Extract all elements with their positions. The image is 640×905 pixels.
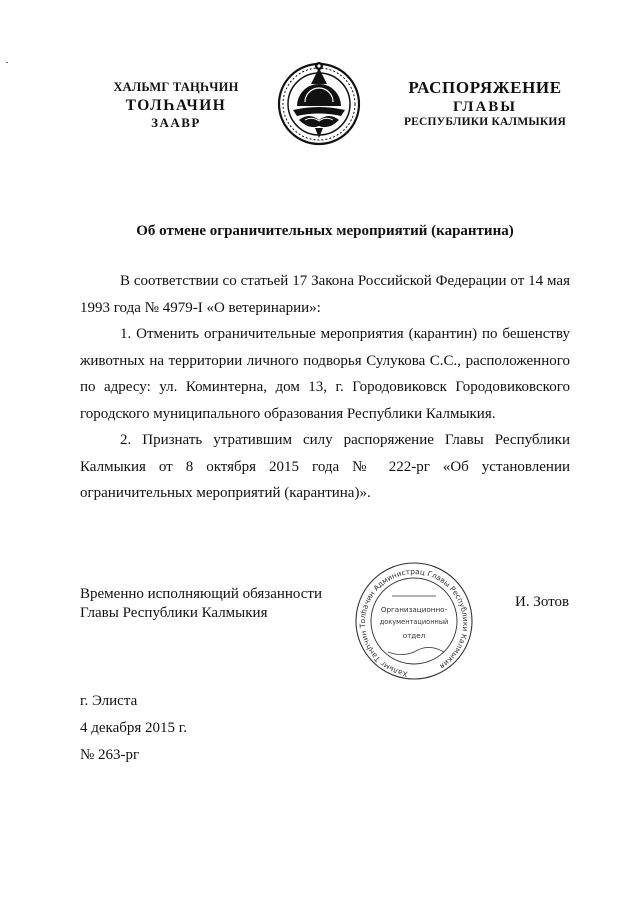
footer-number: № 263-рг <box>80 747 140 763</box>
stamp-line3: отдел <box>402 631 426 640</box>
header-right-line2: ГЛАВЫ <box>452 99 518 116</box>
header-right-line1: РАСПОРЯЖЕНИЕ <box>408 78 562 97</box>
paragraph-item-1: 1. Отменить ограничительные мероприятия (карантин) по бешенству животных на территории личного подворья Сулукова С.С., расположенного по адресу: ул. Коминтерна, дом 13, г. Городовиковск Городовиковского городского муниципального образования Республики Калмыкия. <box>80 326 570 422</box>
header-right-russian <box>390 78 580 130</box>
stamp-line2: документационный <box>379 618 449 626</box>
kalmykia-emblem-icon <box>275 54 363 150</box>
signatory-name: И. Зотов <box>515 594 570 610</box>
header-left-line1: ХАЛЬМГ ТАҢҺЧИН <box>113 80 239 94</box>
paragraph-preamble: В соответствии со статьей 17 Закона Российской Федерации от 14 мая 1993 года № 4979-I «О ветеринарии»: <box>80 273 570 316</box>
signatory-position-line2: Главы Республики Калмыкия <box>80 605 268 621</box>
stamp-line1: Организационно- <box>380 605 448 614</box>
signatory-position-line1: Временно исполняющий обязанности <box>80 586 323 602</box>
header-left-kalmyk <box>86 80 266 131</box>
signatory-position <box>80 585 322 623</box>
stamp-ring-text: Хальмг Таңһчин Толһачин Администрац Главы Республики Калмыкия <box>358 566 471 679</box>
paragraph-item-2: 2. Признать утратившим силу распоряжение Главы Республики Калмыкия от 8 октября 2015 года № 222-рг «Об установлении ограничительных мероприятий (карантина)». <box>80 432 570 501</box>
footer-date: 4 декабря 2015 г. <box>80 720 187 736</box>
header-right-line3: РЕСПУБЛИКИ КАЛМЫКИЯ <box>403 116 567 129</box>
footer-city: г. Элиста <box>80 693 138 709</box>
official-stamp <box>354 560 474 682</box>
scan-speck <box>6 62 8 63</box>
document-body <box>80 268 570 507</box>
header-left-line2: ТОЛҺАЧИН <box>125 96 227 114</box>
document-title: Об отмене ограничительных мероприятий (карантина) <box>136 223 514 239</box>
header-left-line3: ЗААВР <box>151 115 201 130</box>
document-footer <box>80 688 187 769</box>
